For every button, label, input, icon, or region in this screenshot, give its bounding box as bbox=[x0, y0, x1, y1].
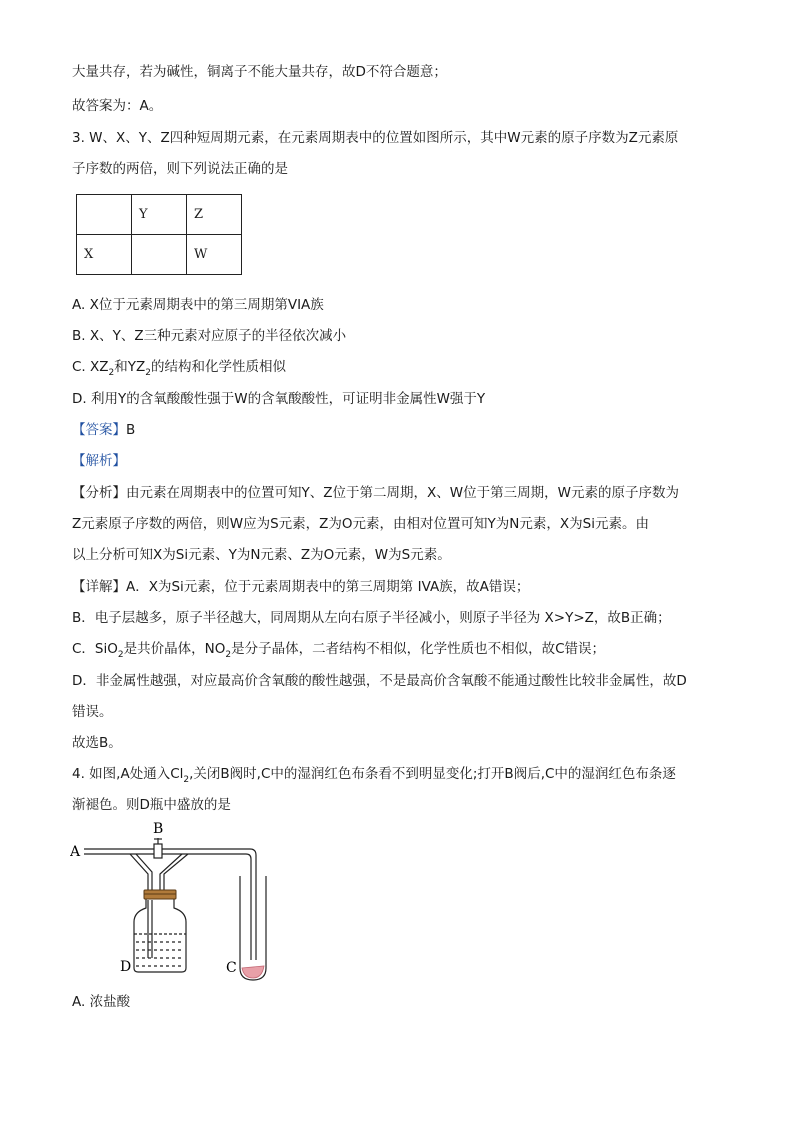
subscript: 2 bbox=[145, 368, 151, 378]
answer-value: B bbox=[126, 422, 136, 438]
xiangjie-line bbox=[72, 578, 529, 596]
option-c bbox=[72, 358, 286, 378]
question-4-option-a: A. 浓盐酸 bbox=[72, 994, 131, 1010]
gas-apparatus-diagram bbox=[70, 818, 280, 988]
table-cell bbox=[132, 235, 187, 275]
tube-bend bbox=[246, 854, 251, 960]
question-4-text: 4. 如图,A处通入Cl bbox=[72, 766, 184, 782]
table-cell: Z bbox=[187, 195, 242, 235]
question-4-stem: 渐褪色。则D瓶中盛放的是 bbox=[72, 797, 231, 813]
question-3-stem: 3. W、X、Y、Z四种短周期元素，在元素周期表中的位置如图所示，其中W元素的原子序数为Z元素原 bbox=[72, 130, 679, 146]
xiangjie-text: 是分子晶体，二者结构不相似，化学性质也不相似，故C错误； bbox=[231, 641, 606, 657]
subscript: 2 bbox=[108, 368, 115, 378]
red-cloth-strip bbox=[242, 966, 264, 978]
answer-tag: 【答案】 bbox=[72, 422, 126, 438]
fenxi-tag: 【分析】 bbox=[72, 485, 126, 501]
option-d: D. 利用Y的含氧酸酸性强于W的含氧酸酸性，可证明非金属性W强于Y bbox=[72, 391, 486, 407]
answer-line bbox=[72, 421, 135, 439]
question-4-stem bbox=[72, 765, 676, 785]
subscript: 2 bbox=[225, 650, 232, 660]
xiangjie-text: C．SiO bbox=[72, 641, 118, 657]
label-d: D bbox=[120, 959, 132, 975]
xiangjie-line: 错误。 bbox=[72, 704, 113, 720]
xiangjie-line bbox=[72, 640, 605, 660]
xiangjie-line: D．非金属性越强，对应最高价含氧酸的酸性越强，不是最高价含氧酸不能通过酸性比较非金属性，故D bbox=[72, 673, 687, 689]
fenxi-text: 由元素在周期表中的位置可知Y、Z位于第二周期，X、W位于第三周期，W元素的原子序数为 bbox=[126, 485, 679, 501]
subscript: 2 bbox=[183, 775, 190, 785]
question-3-stem: 子序数的两倍，则下列说法正确的是 bbox=[72, 161, 288, 177]
test-tube-c bbox=[240, 876, 266, 980]
periodic-table-fragment bbox=[76, 194, 242, 275]
tube-left-branch bbox=[130, 854, 148, 890]
option-c-text: 的结构和化学性质相似 bbox=[150, 359, 286, 375]
label-b: B bbox=[153, 821, 164, 837]
option-a: A. X位于元素周期表中的第三周期第VIA族 bbox=[72, 297, 324, 313]
label-a: A bbox=[70, 844, 81, 860]
subscript: 2 bbox=[117, 650, 124, 660]
bottle-d bbox=[134, 898, 186, 972]
fenxi-line: 以上分析可知X为Si元素、Y为N元素、Z为O元素，W为S元素。 bbox=[72, 547, 451, 563]
table-cell: Y bbox=[132, 195, 187, 235]
xiangjie-tag: 【详解】 bbox=[72, 579, 126, 595]
option-b: B. X、Y、Z三种元素对应原子的半径依次减小 bbox=[72, 328, 347, 344]
xiangjie-line: B．电子层越多，原子半径越大，同周期从左向右原子半径减小，则原子半径为 X>Y>Z，故B正确； bbox=[72, 610, 671, 626]
tube-right-branch bbox=[160, 854, 182, 890]
table-cell: W bbox=[187, 235, 242, 275]
fenxi-line: Z元素原子序数的两倍，则W应为S元素，Z为O元素，由相对位置可知Y为N元素，X为Si元素。由 bbox=[72, 516, 649, 532]
valve-b bbox=[154, 844, 162, 858]
question-4-text: ,关闭B阀时,C中的湿润红色布条看不到明显变化;打开B阀后,C中的湿润红色布条逐 bbox=[189, 766, 676, 782]
fenxi-line bbox=[72, 484, 679, 502]
label-c: C bbox=[226, 960, 237, 976]
text-line: 大量共存，若为碱性，铜离子不能大量共存，故D不符合题意； bbox=[72, 64, 447, 80]
analysis-tag: 【解析】 bbox=[72, 453, 126, 469]
tube-left-branch bbox=[136, 854, 152, 890]
table-cell: X bbox=[77, 235, 132, 275]
option-c-text: 和YZ bbox=[114, 359, 146, 375]
conclusion-line: 故选B。 bbox=[72, 735, 122, 751]
xiangjie-text: A．X为Si元素，位于元素周期表中的第三周期第 IVA族，故A错误； bbox=[126, 579, 530, 595]
text-line: 故答案为：A。 bbox=[72, 98, 163, 114]
table-cell bbox=[77, 195, 132, 235]
xiangjie-text: 是共价晶体，NO bbox=[123, 641, 226, 657]
option-c-text: C. XZ bbox=[72, 359, 109, 375]
